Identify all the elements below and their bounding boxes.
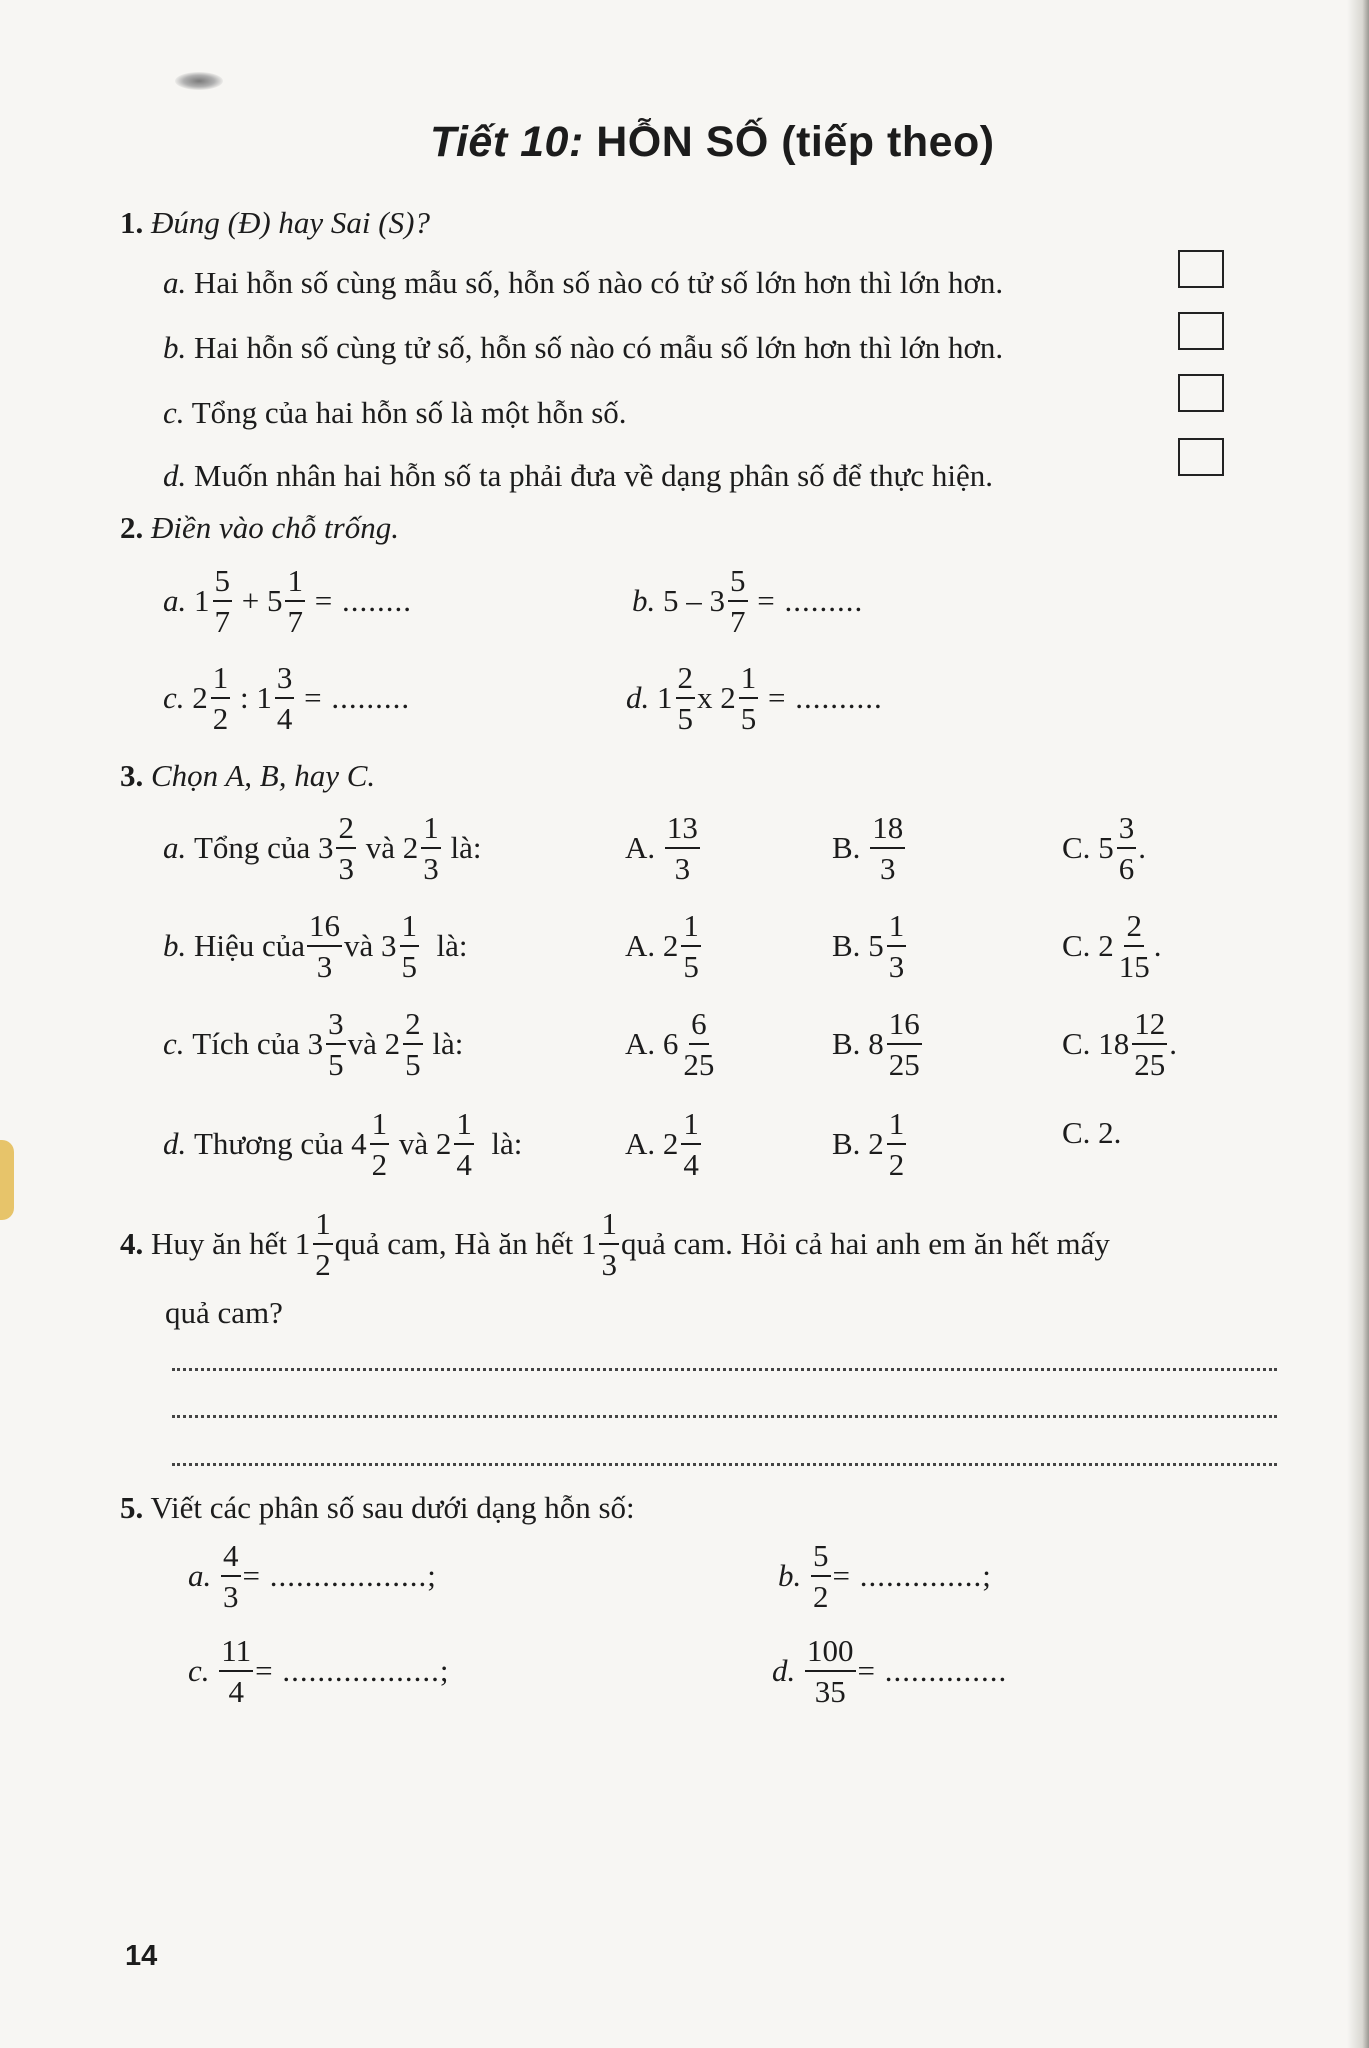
q3-a-option-b[interactable] <box>832 812 907 884</box>
fraction-denominator: 3 <box>879 851 896 886</box>
fraction-numerator: 1 <box>285 565 305 602</box>
whole-part: 8 <box>868 1026 884 1061</box>
fraction-numerator: 13 <box>665 812 700 849</box>
text-segment: B. <box>832 1026 861 1061</box>
text-segment: B. <box>832 830 861 865</box>
fraction-denominator: 6 <box>1118 851 1135 886</box>
q1-answer-box-a[interactable] <box>1178 250 1224 288</box>
fraction <box>326 1008 346 1080</box>
fraction-numerator: 1 <box>887 1108 907 1145</box>
text-segment: Hai hỗn số cùng tử số, hỗn số nào có mẫu số lớn hơn thì lớn hơn. <box>194 330 1004 365</box>
q2-d-blank[interactable]: = .......... <box>768 680 883 715</box>
text-segment: x <box>697 680 713 715</box>
text-segment: Muốn nhân hai hỗn số ta phải đưa về dạng phân số để thực hiện. <box>194 458 993 493</box>
text-segment: Tổng của hai hỗn số là một hỗn số. <box>191 395 627 430</box>
fraction-numerator: 16 <box>307 910 342 947</box>
q4-answer-line-3[interactable] <box>172 1463 1277 1466</box>
fraction-denominator: 3 <box>674 851 691 886</box>
whole-part: 3 <box>709 583 725 618</box>
fraction <box>421 812 441 884</box>
fraction-denominator: 5 <box>328 1047 344 1082</box>
q5-item-c <box>188 1635 449 1707</box>
page-number: 14 <box>125 1940 158 1972</box>
q3-item-c <box>163 1008 463 1080</box>
fraction <box>213 565 233 637</box>
fraction <box>221 1540 241 1612</box>
q2-item-d <box>626 662 883 734</box>
whole-part: 3 <box>317 830 334 865</box>
ink-smudge <box>175 72 223 90</box>
fraction-numerator: 2 <box>336 812 356 849</box>
whole-part: 2 <box>720 680 736 715</box>
fraction-numerator: 5 <box>728 565 748 602</box>
fraction-numerator: 1 <box>681 910 701 947</box>
whole-part: 5 <box>266 583 283 618</box>
fraction-numerator: 1 <box>739 662 759 699</box>
text-segment: a. <box>188 1558 212 1593</box>
q1-answer-box-b[interactable] <box>1178 312 1224 350</box>
q1-item-c <box>163 395 627 431</box>
fraction-numerator: 2 <box>1124 910 1144 947</box>
fraction <box>400 910 420 982</box>
q5-b-blank[interactable]: = ..............; <box>832 1558 992 1593</box>
lesson-title-text: HỖN SỐ (tiếp theo) <box>596 118 995 166</box>
text-segment: 1. <box>120 205 144 240</box>
q3-c-option-c[interactable] <box>1062 1008 1177 1080</box>
text-segment: A. <box>625 1126 656 1161</box>
fraction <box>307 910 342 982</box>
text-segment: 2. <box>120 510 144 545</box>
q3-c-option-a[interactable] <box>625 1008 718 1080</box>
fraction-denominator: 3 <box>338 851 354 886</box>
page-tab-mark <box>0 1140 14 1220</box>
q3-d-option-c[interactable] <box>1062 1115 1121 1151</box>
fraction-denominator: 7 <box>214 604 230 639</box>
text-segment: A. <box>625 830 656 865</box>
fraction <box>313 1208 333 1280</box>
text-segment: : <box>240 680 249 715</box>
text-segment: quả cam. Hỏi cả hai anh em ăn hết mấy <box>620 1226 1110 1261</box>
q2-item-c <box>163 662 410 734</box>
whole-part: 1 <box>294 1226 311 1261</box>
whole-part: 1 <box>256 680 272 715</box>
fraction-denominator: 5 <box>401 949 418 984</box>
text-segment: C. <box>1062 830 1091 865</box>
text-segment: c. <box>163 1026 185 1061</box>
fraction-denominator: 4 <box>228 1674 244 1709</box>
fraction-denominator: 2 <box>315 1247 331 1282</box>
fraction <box>211 662 231 734</box>
text-segment: c. <box>163 680 185 715</box>
text-segment: a. <box>163 830 187 865</box>
whole-part: 2 <box>662 928 679 963</box>
fraction-denominator: 2 <box>888 1147 905 1182</box>
whole-part: 2 <box>1098 928 1114 963</box>
fraction-denominator: 4 <box>456 1147 472 1182</box>
whole-part: 2 <box>435 1126 452 1161</box>
fraction-denominator: 3 <box>223 1579 239 1614</box>
text-segment: c. <box>163 395 185 430</box>
fraction-denominator: 5 <box>683 949 699 984</box>
q5-a-blank[interactable]: = ..................; <box>242 1558 437 1593</box>
q2-heading <box>120 510 399 546</box>
q3-d-option-b[interactable] <box>832 1108 908 1180</box>
q3-b-option-b[interactable] <box>832 910 908 982</box>
fraction <box>676 662 696 734</box>
q3-b-option-c[interactable] <box>1062 910 1161 982</box>
fraction-denominator: 5 <box>405 1047 421 1082</box>
fraction <box>370 1108 390 1180</box>
text-segment: 5. <box>120 1490 144 1525</box>
q1-heading <box>120 205 430 241</box>
fraction-denominator: 35 <box>814 1674 846 1709</box>
text-segment: Viết các phân số sau dưới dạng hỗn số: <box>150 1490 635 1525</box>
fraction <box>739 662 759 734</box>
fraction-numerator: 2 <box>676 662 696 699</box>
q1-item-a <box>163 265 1003 301</box>
whole-part: 3 <box>381 928 397 963</box>
whole-part: 5 <box>868 928 884 963</box>
fraction-numerator: 1 <box>454 1108 474 1145</box>
q3-item-d <box>163 1108 522 1180</box>
fraction-numerator: 5 <box>811 1540 831 1577</box>
text-segment: . <box>1138 830 1146 865</box>
fraction-numerator: 2 <box>403 1008 423 1045</box>
whole-part: 1 <box>657 680 673 715</box>
fraction-numerator: 3 <box>275 662 295 699</box>
whole-part: 2 <box>402 830 419 865</box>
text-segment: quả cam, Hà ăn hết <box>334 1226 574 1261</box>
fraction <box>728 565 748 637</box>
text-segment: C. 2. <box>1062 1115 1122 1150</box>
whole-part: 2 <box>384 1026 401 1061</box>
q3-item-a <box>163 812 481 884</box>
lesson-title <box>430 118 995 167</box>
text-segment: . <box>1153 928 1162 963</box>
whole-part: 2 <box>192 680 208 715</box>
text-segment: Đúng (Đ) hay Sai (S)? <box>151 205 430 240</box>
text-segment: 5 <box>663 583 679 618</box>
fraction-numerator: 3 <box>1117 812 1137 849</box>
fraction <box>681 1008 716 1080</box>
q4-answer-line-2[interactable] <box>172 1415 1277 1418</box>
text-segment: d. <box>163 1126 187 1161</box>
fraction <box>811 1540 831 1612</box>
fraction-denominator: 2 <box>212 701 229 736</box>
fraction-denominator: 2 <box>813 1579 829 1614</box>
text-segment: b. <box>632 583 656 618</box>
q2-a-blank[interactable]: = ........ <box>314 583 412 618</box>
fraction-numerator: 11 <box>219 1635 253 1672</box>
q5-item-b <box>778 1540 992 1612</box>
text-segment: 3. <box>120 758 144 793</box>
fraction <box>805 1635 856 1707</box>
fraction-numerator: 1 <box>313 1208 333 1245</box>
fraction <box>336 812 356 884</box>
fraction-numerator: 1 <box>421 812 441 849</box>
fraction-numerator: 3 <box>326 1008 346 1045</box>
text-segment: Hiệu của <box>194 928 306 963</box>
fraction-denominator: 3 <box>888 949 905 984</box>
text-segment: a. <box>163 583 187 618</box>
fraction <box>870 812 905 884</box>
q2-item-a <box>163 565 412 637</box>
fraction-numerator: 12 <box>1132 1008 1167 1045</box>
text-segment: và <box>344 928 374 963</box>
text-segment: và <box>347 1026 377 1061</box>
fraction-numerator: 1 <box>211 662 231 699</box>
text-segment: là: <box>491 1126 523 1161</box>
fraction-numerator: 6 <box>689 1008 709 1045</box>
fraction-numerator: 1 <box>400 910 420 947</box>
text-segment: Điền vào chỗ trống. <box>151 510 399 545</box>
fraction <box>887 1008 922 1080</box>
whole-part: 2 <box>868 1126 884 1161</box>
text-segment: . <box>1169 1026 1177 1061</box>
fraction <box>681 910 701 982</box>
text-segment: C. <box>1062 1026 1091 1061</box>
whole-part: 5 <box>1098 830 1114 865</box>
text-segment: Tổng của <box>194 830 311 865</box>
whole-part: 1 <box>194 583 210 618</box>
q4-answer-line-1[interactable] <box>172 1368 1277 1371</box>
fraction-denominator: 15 <box>1118 949 1150 984</box>
whole-part: 6 <box>662 1026 679 1061</box>
q2-b-blank[interactable]: = ......... <box>757 583 864 618</box>
text-segment: là: <box>432 1026 464 1061</box>
q3-a-option-c[interactable] <box>1062 812 1146 884</box>
text-segment: B. <box>832 928 861 963</box>
text-segment: và <box>398 1126 429 1161</box>
q5-item-d <box>772 1635 1007 1707</box>
fraction-numerator: 5 <box>213 565 233 602</box>
fraction-numerator: 1 <box>599 1208 619 1245</box>
q4-question-cont: quả cam? <box>165 1295 283 1330</box>
fraction <box>1132 1008 1167 1080</box>
fraction-denominator: 7 <box>287 604 303 639</box>
fraction-numerator: 18 <box>870 812 905 849</box>
fraction <box>403 1008 423 1080</box>
fraction-denominator: 25 <box>1134 1047 1166 1082</box>
fraction <box>887 1108 907 1180</box>
fraction-denominator: 25 <box>888 1047 920 1082</box>
text-segment: a. <box>163 265 187 300</box>
q2-item-b <box>632 565 863 637</box>
q3-a-option-a[interactable] <box>625 812 702 884</box>
text-segment: Huy ăn hết <box>151 1226 288 1261</box>
text-segment: C. <box>1062 928 1091 963</box>
fraction-denominator: 3 <box>316 949 333 984</box>
whole-part: 4 <box>351 1126 367 1161</box>
text-segment: B. <box>832 1126 861 1161</box>
text-segment: d. <box>163 458 187 493</box>
q3-b-option-a[interactable] <box>625 910 703 982</box>
q3-d-option-a[interactable] <box>625 1108 703 1180</box>
q3-c-option-b[interactable] <box>832 1008 924 1080</box>
text-segment: A. <box>625 1026 656 1061</box>
text-segment: là: <box>450 830 482 865</box>
q5-c-blank[interactable]: = ..................; <box>255 1653 450 1688</box>
text-segment: b. <box>163 928 187 963</box>
page-edge-shadow <box>1347 0 1369 2048</box>
fraction-denominator: 3 <box>601 1247 617 1282</box>
text-segment: Thương của <box>194 1126 344 1161</box>
fraction-numerator: 1 <box>887 910 907 947</box>
q1-answer-box-c[interactable] <box>1178 374 1224 412</box>
fraction-denominator: 25 <box>683 1047 715 1082</box>
whole-part: 1 <box>580 1226 597 1261</box>
fraction-numerator: 16 <box>887 1008 922 1045</box>
fraction <box>285 565 305 637</box>
q2-c-blank[interactable]: = ......... <box>304 680 411 715</box>
text-segment: b. <box>163 330 187 365</box>
whole-part: 18 <box>1098 1026 1130 1061</box>
q4-question <box>120 1208 1110 1280</box>
text-segment: Chọn A, B, hay C. <box>151 758 376 793</box>
fraction <box>1117 812 1137 884</box>
q5-d-blank[interactable]: = .............. <box>857 1653 1008 1688</box>
fraction-denominator: 2 <box>371 1147 388 1182</box>
text-segment: – <box>686 583 702 618</box>
q5-heading <box>120 1490 635 1526</box>
text-segment: d. <box>772 1653 796 1688</box>
text-segment: Hai hỗn số cùng mẫu số, hỗn số nào có tử số lớn hơn thì lớn hơn. <box>194 265 1004 300</box>
text-segment: Tích của <box>192 1026 300 1061</box>
text-segment: + <box>241 583 260 618</box>
whole-part: 2 <box>662 1126 679 1161</box>
text-segment: A. <box>625 928 656 963</box>
text-segment: d. <box>626 680 650 715</box>
fraction <box>681 1108 701 1180</box>
fraction-numerator: 100 <box>805 1635 856 1672</box>
fraction-denominator: 5 <box>740 701 757 736</box>
text-segment: 4. <box>120 1226 144 1261</box>
q1-answer-box-d[interactable] <box>1178 438 1224 476</box>
q5-item-a <box>188 1540 437 1612</box>
whole-part: 3 <box>307 1026 324 1061</box>
fraction <box>665 812 700 884</box>
q3-heading <box>120 758 375 794</box>
fraction-numerator: 1 <box>681 1108 701 1145</box>
fraction <box>454 1108 474 1180</box>
q1-item-b <box>163 330 1003 366</box>
fraction-denominator: 3 <box>423 851 439 886</box>
text-segment: là: <box>436 928 468 963</box>
fraction <box>887 910 907 982</box>
text-segment: và <box>365 830 395 865</box>
text-segment: b. <box>778 1558 802 1593</box>
fraction <box>275 662 295 734</box>
q3-item-b <box>163 910 468 982</box>
fraction <box>219 1635 253 1707</box>
text-segment: c. <box>188 1653 210 1688</box>
fraction <box>599 1208 619 1280</box>
fraction-numerator: 1 <box>370 1108 390 1145</box>
fraction-denominator: 7 <box>730 604 746 639</box>
fraction-denominator: 5 <box>677 701 693 736</box>
lesson-prefix: Tiết 10: <box>430 118 584 166</box>
q1-item-d <box>163 458 993 494</box>
fraction-denominator: 4 <box>276 701 293 736</box>
fraction-denominator: 4 <box>683 1147 699 1182</box>
fraction <box>1117 910 1152 982</box>
fraction-numerator: 4 <box>221 1540 241 1577</box>
